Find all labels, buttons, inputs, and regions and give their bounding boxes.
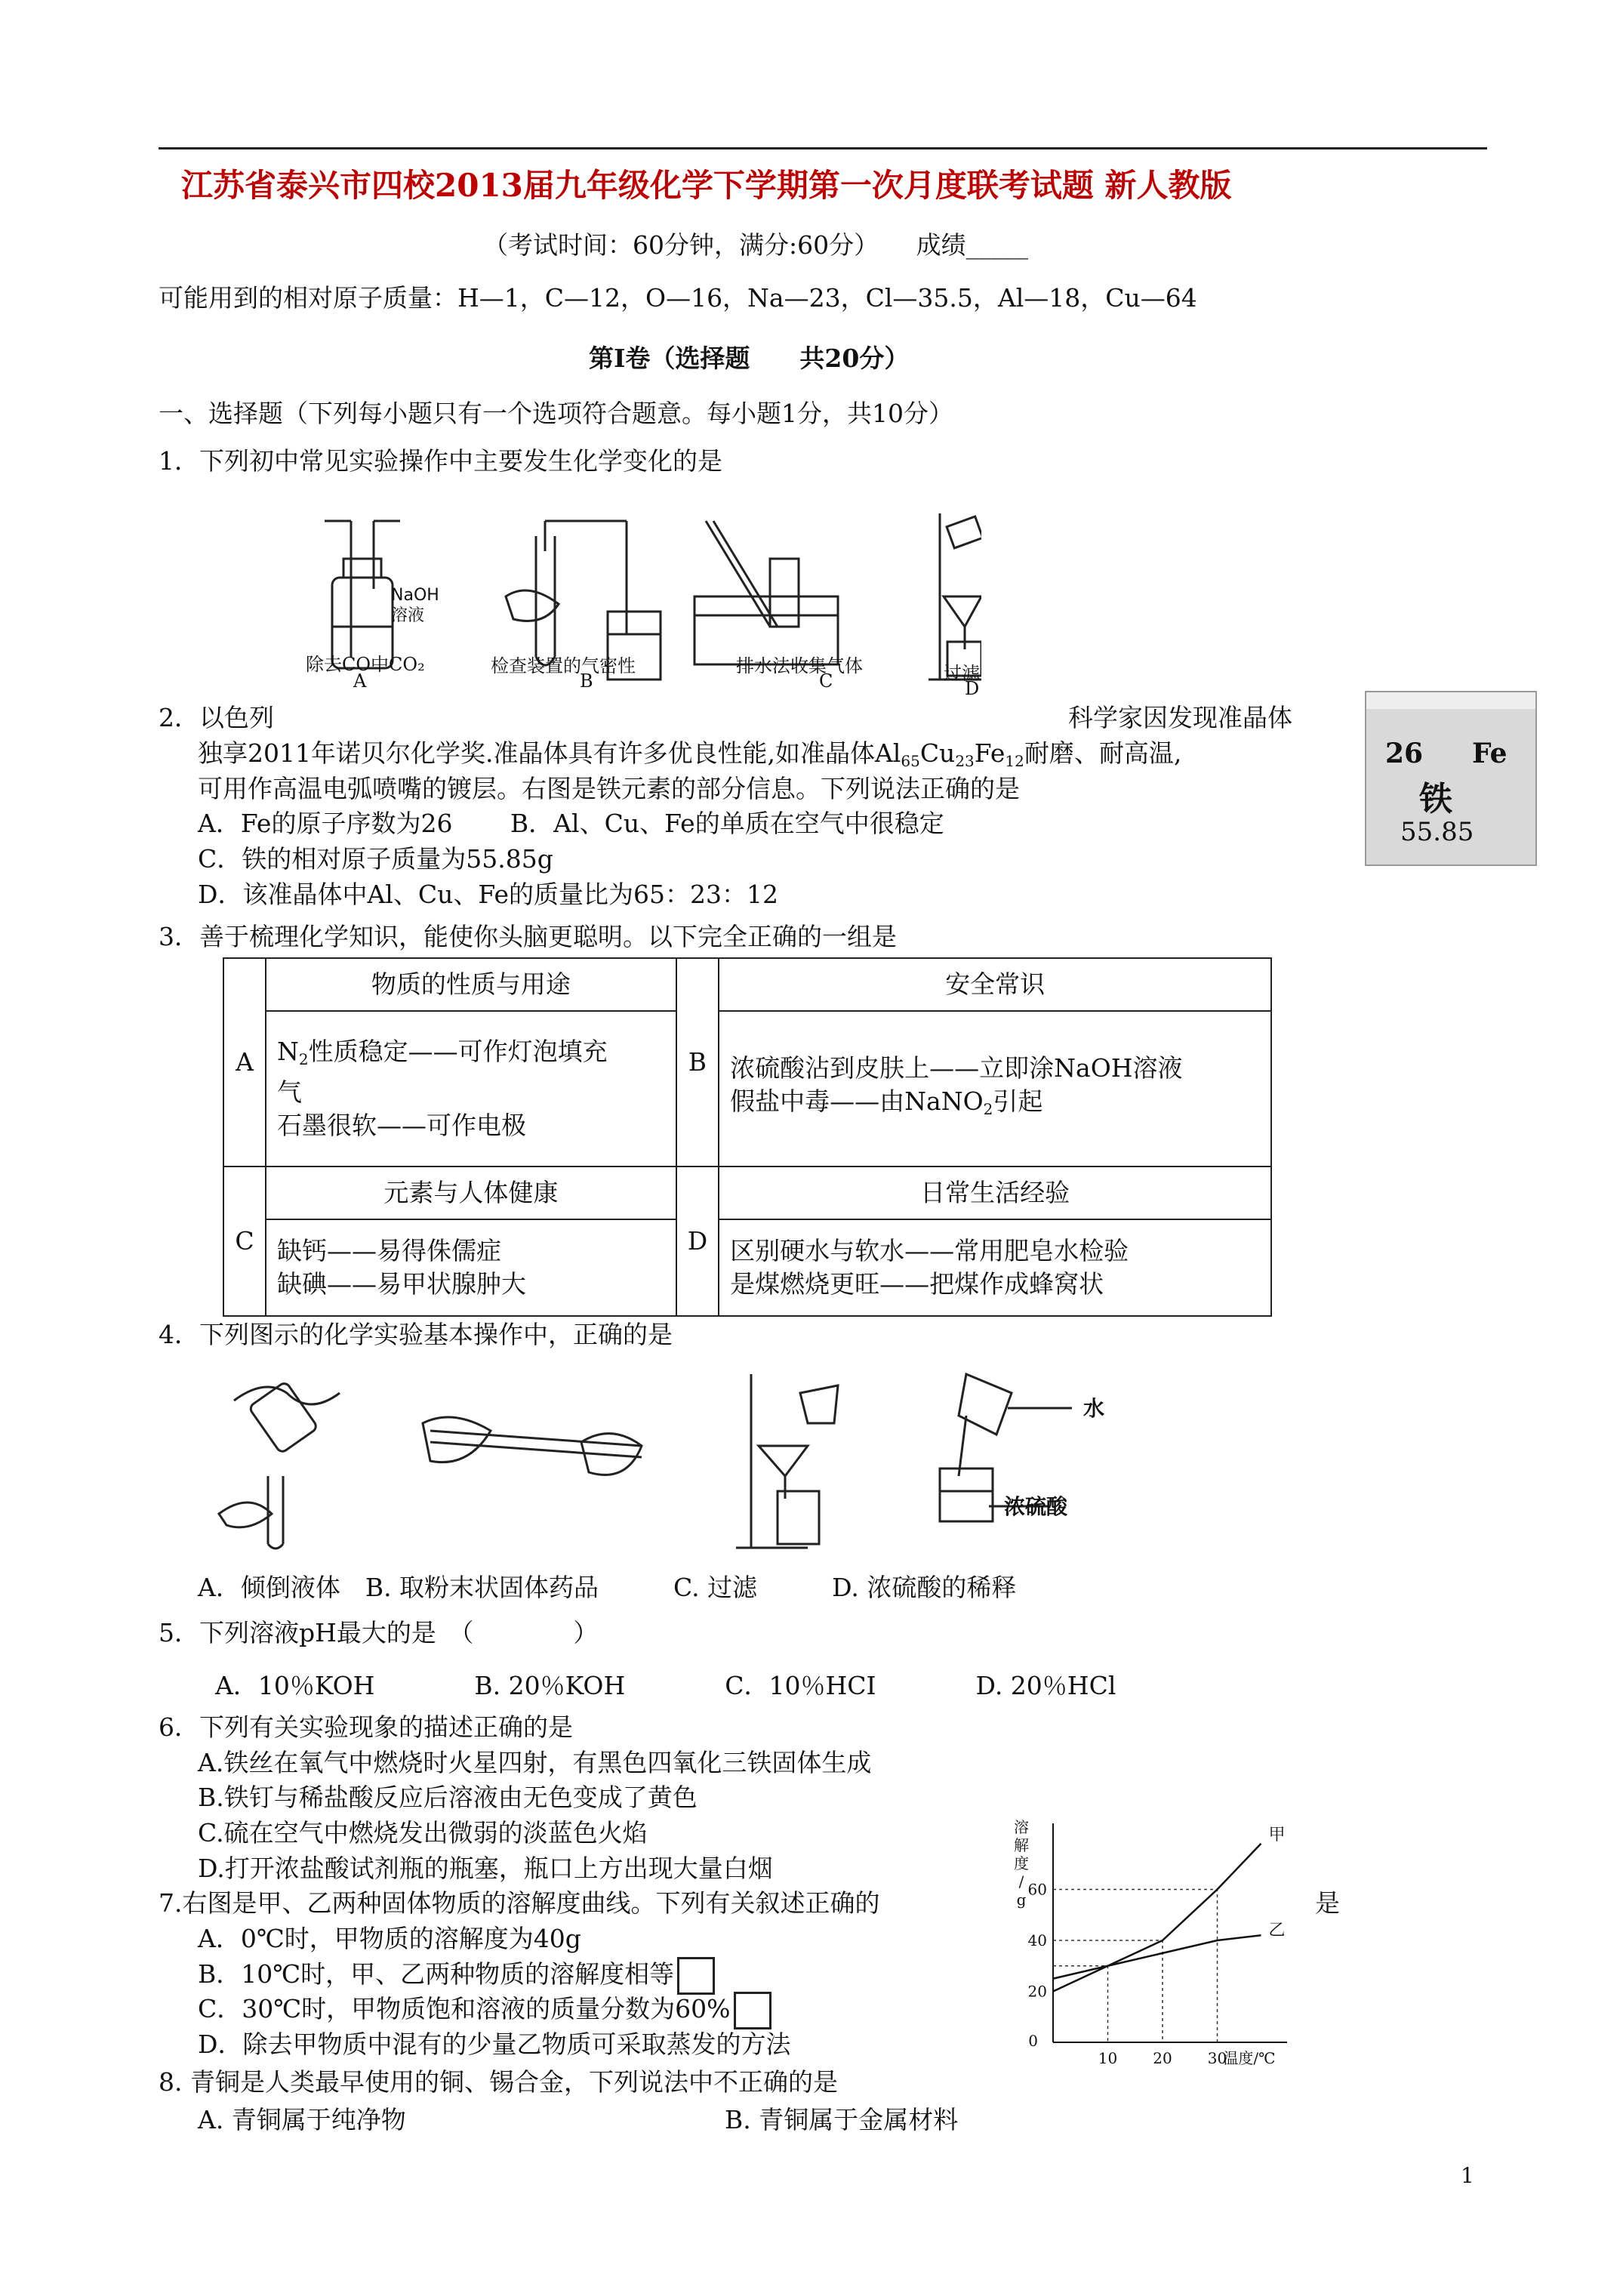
answer-box-c[interactable]	[734, 1992, 771, 2029]
element-number: 26	[1385, 738, 1424, 769]
series-label-2: 乙	[1268, 1921, 1286, 1940]
q3-label-d: D	[676, 1166, 719, 1316]
question-2-line3: 可用作高温电弧喷嘴的镀层。右图是铁元素的部分信息。下列说法正确的是	[198, 774, 1020, 803]
q1-d-caption: 过滤	[944, 663, 980, 684]
atomic-masses: 可能用到的相对原子质量：H—1，C—12，O—16，Na—23，Cl—35.5，Al—18，Cu—64	[159, 283, 1197, 313]
top-rule	[159, 147, 1487, 149]
page-title: 江苏省泰兴市四校2013届九年级化学下学期第一次月度联考试题 新人教版	[181, 167, 1232, 204]
x-tick-label: 30	[1207, 2049, 1227, 2067]
question-7-option-a: A．0℃时，甲物质的溶解度为40g	[198, 1924, 581, 1953]
question-2-line1b: 科学家因发现准晶体	[1068, 703, 1292, 732]
q4-water-label: 水	[1083, 1396, 1105, 1421]
question-7-option-c: C．30℃时，甲物质饱和溶液的质量分数为60%	[198, 1992, 771, 2029]
q1-a-naoh-label: NaOH	[391, 586, 439, 605]
question-7-stem-end: 是	[1315, 1888, 1340, 1918]
exam-info: （考试时间：60分钟，满分:60分） 成绩_____	[483, 230, 1029, 260]
y-axis-label-char: 溶	[1014, 1818, 1029, 1836]
question-5-stem: 5．下列溶液pH最大的是 （ ）	[159, 1618, 599, 1647]
q3-body-c: 缺钙——易得侏儒症 缺碘——易甲状腺肿大	[266, 1219, 676, 1316]
solubility-chart	[1008, 1816, 1295, 2076]
answer-box-b[interactable]	[677, 1957, 715, 1995]
question-3-table	[223, 957, 1272, 1317]
q3-head-c: 元素与人体健康	[266, 1166, 676, 1219]
question-7-stem: 7.右图是甲、乙两种固体物质的溶解度曲线。下列有关叙述正确的	[159, 1888, 880, 1918]
x-tick-label: 10	[1098, 2049, 1118, 2067]
y-axis-label-char: g	[1016, 1891, 1027, 1909]
series-line-2	[1053, 1935, 1261, 1978]
question-6-option-d: D.打开浓盐酸试剂瓶的瓶塞，瓶口上方出现大量白烟	[198, 1854, 773, 1883]
x-axis-label: 温度/℃	[1223, 2049, 1276, 2067]
series-line-1	[1053, 1844, 1261, 1992]
element-symbol: Fe	[1472, 738, 1508, 769]
q1-d-letter: D	[965, 678, 980, 699]
question-7-option-b: B．10℃时，甲、乙两种物质的溶解度相等	[198, 1957, 715, 1995]
q1-a-caption: 除去CO中CO₂	[306, 654, 425, 675]
y-axis-label-char: 度	[1014, 1854, 1029, 1872]
question-8-option-a: A. 青铜属于纯净物	[198, 2105, 406, 2134]
q1-a-letter: A	[353, 670, 367, 692]
question-2-option-c: C．铁的相对原子质量为55.85g	[198, 844, 553, 874]
y-axis-label-char: /	[1018, 1872, 1024, 1891]
q3-body-d: 区别硬水与软水——常用肥皂水检验 是煤燃烧更旺——把煤作成蜂窝状	[719, 1219, 1271, 1316]
page-number: 1	[1461, 2163, 1474, 2188]
q3-label-c: C	[223, 1166, 266, 1316]
q1-c-caption: 排水法收集气体	[736, 655, 863, 676]
y-tick-label: 60	[1027, 1880, 1047, 1899]
element-mass: 55.85	[1400, 817, 1474, 847]
y-tick-label: 40	[1027, 1931, 1047, 1949]
q3-body-b: 浓硫酸沾到皮肤上——立即涂NaOH溶液 假盐中毒——由NaNO$_2$引起	[719, 1011, 1271, 1166]
section-heading: 一、选择题（下列每小题只有一个选项符合题意。每小题1分，共10分）	[159, 399, 953, 428]
question-5-options: A．10％KOH B. 20％KOH C．10％HCI D. 20％HCl	[215, 1671, 1116, 1700]
q4-operations-figure	[204, 1363, 1170, 1559]
q3-label-a: A	[223, 958, 266, 1166]
origin-label: 0	[1028, 2032, 1038, 2050]
q3-head-a: 物质的性质与用途	[266, 958, 676, 1011]
x-tick-label: 20	[1153, 2049, 1172, 2067]
q4-acid-label: 浓硫酸	[1004, 1494, 1068, 1519]
question-6-option-a: A.铁丝在氧气中燃烧时火星四射，有黑色四氧化三铁固体生成	[198, 1748, 872, 1777]
q3-label-b: B	[676, 958, 719, 1166]
question-6-stem: 6．下列有关实验现象的描述正确的是	[159, 1712, 573, 1742]
question-2-option-ab: A．Fe的原子序数为26 B．Al、Cu、Fe的单质在空气中很稳定	[198, 809, 944, 838]
series-label-1: 甲	[1268, 1825, 1286, 1845]
q1-b-letter: B	[580, 670, 593, 692]
question-4-stem: 4．下列图示的化学实验基本操作中，正确的是	[159, 1320, 673, 1349]
question-1-stem: 1．下列初中常见实验操作中主要发生化学变化的是	[159, 446, 722, 476]
q3-head-b: 安全常识	[719, 958, 1271, 1011]
q3-head-d: 日常生活经验	[719, 1166, 1271, 1219]
q1-b-caption: 检查装置的气密性	[491, 655, 636, 676]
y-tick-label: 20	[1027, 1982, 1047, 2001]
question-6-option-c: C.硫在空气中燃烧发出微弱的淡蓝色火焰	[198, 1818, 648, 1848]
question-2-line1a: 2．以色列	[159, 703, 274, 732]
q3-body-a: $N_2$性质稳定——可作灯泡填充 气 石墨很软——可作电极	[266, 1011, 676, 1166]
q1-c-letter: C	[819, 670, 833, 692]
y-axis-label-char: 解	[1014, 1836, 1029, 1854]
question-7-option-d: D．除去甲物质中混有的少量乙物质可采取蒸发的方法	[198, 2029, 791, 2059]
element-name: 铁	[1419, 780, 1452, 818]
question-4-options: A．倾倒液体 B. 取粉末状固体药品 C. 过滤 D. 浓硫酸的稀释	[198, 1573, 1017, 1602]
question-6-option-b: B.铁钉与稀盐酸反应后溶液由无色变成了黄色	[198, 1783, 698, 1812]
question-2-option-d: D．该准晶体中Al、Cu、Fe的质量比为65：23：12	[198, 880, 778, 909]
volume-title: 第Ⅰ卷（选择题 共20分）	[589, 344, 910, 373]
question-8-option-b: B. 青铜属于金属材料	[725, 2105, 959, 2134]
iron-element-card	[1365, 691, 1537, 866]
q1-a-solution-label: 溶液	[391, 606, 425, 625]
question-8-stem: 8. 青铜是人类最早使用的铜、锡合金，下列说法中不正确的是	[159, 2067, 838, 2097]
question-3-stem: 3．善于梳理化学知识，能使你头脑更聪明。以下完全正确的一组是	[159, 922, 897, 951]
question-2-line2: 独享2011年诺贝尔化学奖.准晶体具有许多优良性能,如准晶体$Al_{65}Cu_{23}Fe_{12}$耐磨、耐高温,	[198, 738, 1182, 770]
